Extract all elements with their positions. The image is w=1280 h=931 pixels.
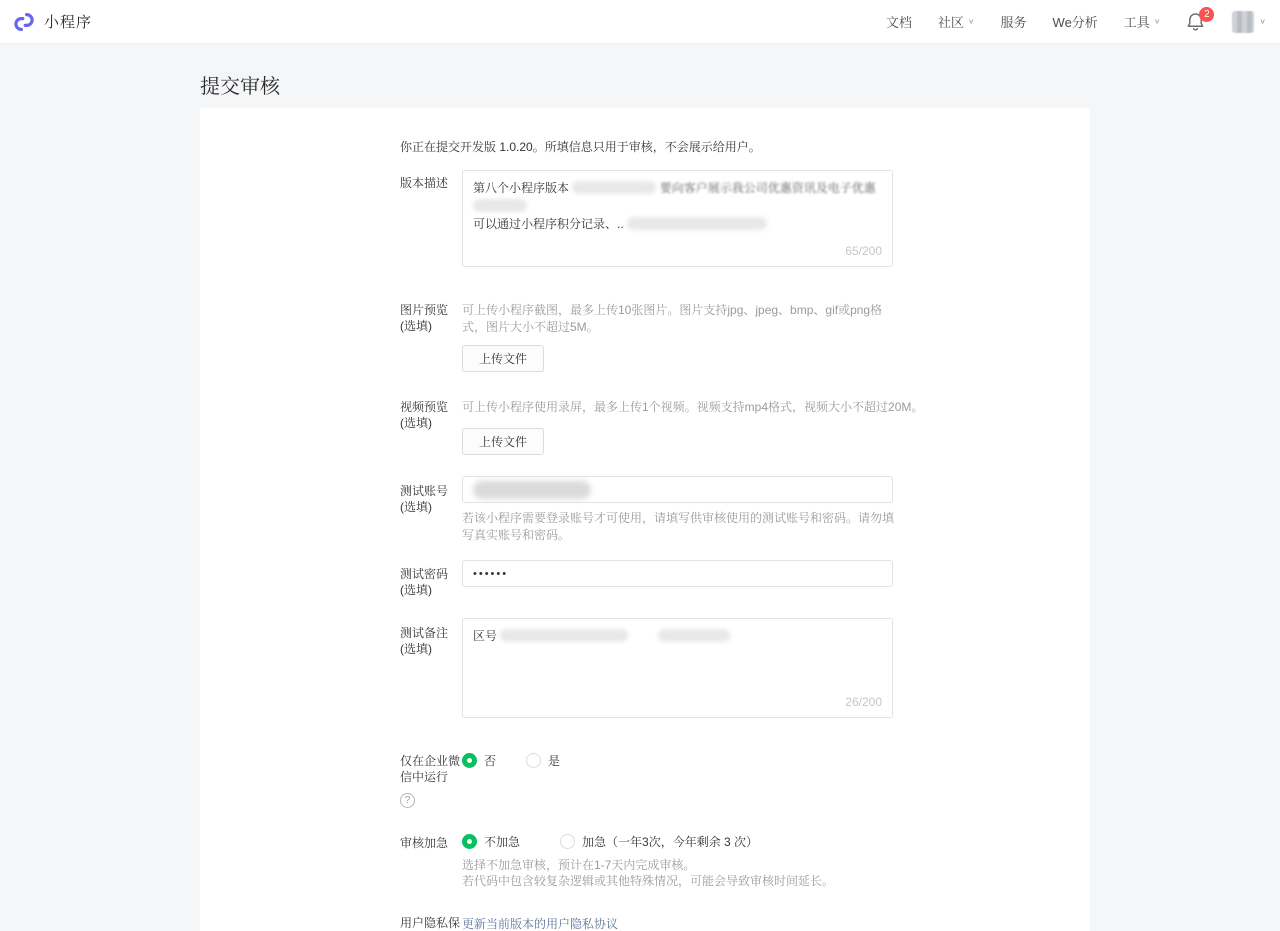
version-description-value: 第八个小程序版本 要向客户展示我公司优惠资讯及电子优惠 可以通过小程序积分记录、.. <box>473 181 876 231</box>
expedite-radio-group <box>462 833 788 850</box>
char-counter: 65/200 <box>845 244 882 258</box>
test-password-label: 测试密码 (选填) <box>400 567 449 597</box>
redacted-text-blur <box>473 199 527 212</box>
nav-item-tools[interactable]: 工具 ∨ <box>1123 15 1161 30</box>
radio-unchecked-icon <box>560 834 575 849</box>
redacted-text-blur <box>572 181 656 194</box>
brand-logo[interactable] <box>12 10 92 34</box>
radio-checked-icon <box>462 753 477 768</box>
radio-option-yes[interactable]: 是 <box>526 752 560 769</box>
video-preview-label: 视频预览 (选填) <box>400 400 449 430</box>
top-nav-menu <box>885 8 1266 33</box>
nav-item-docs[interactable]: 文档 <box>885 15 912 30</box>
radio-checked-icon <box>462 834 477 849</box>
notification-bell-button[interactable] <box>1186 8 1210 33</box>
radio-option-expedite[interactable]: 加急（一年3次，今年剩余 3 次） <box>560 833 758 850</box>
redacted-text-blur <box>658 629 730 642</box>
expedite-label: 审核加急 <box>400 836 449 850</box>
radio-option-no-expedite[interactable]: 不加急 <box>462 833 520 850</box>
expedite-help: 选择不加急审核，预计在1-7天内完成审核。 若代码中包含较复杂逻辑或其他特殊情况，可能会导致审核时间延长。 <box>462 858 835 888</box>
video-upload-button[interactable]: 上传文件 <box>462 428 544 455</box>
top-navigation-bar <box>0 0 1280 44</box>
privacy-agreement-link[interactable]: 更新当前版本的用户隐私协议 <box>462 917 619 931</box>
wecom-only-radio-group <box>462 752 590 769</box>
chevron-down-icon: ∨ <box>1153 17 1161 26</box>
image-upload-button[interactable]: 上传文件 <box>462 345 544 372</box>
wecom-only-label: 仅在企业微 信中运行 ? <box>400 753 464 808</box>
miniprogram-logo-icon <box>12 10 36 34</box>
submit-review-form-card <box>200 108 1090 931</box>
video-preview-description: 可上传小程序使用录屏，最多上传1个视频。视频支持mp4格式，视频大小不超过20M。 <box>462 400 924 414</box>
radio-unchecked-icon <box>526 753 541 768</box>
test-note-label: 测试备注 (选填) <box>400 626 449 656</box>
test-account-label: 测试账号 (选填) <box>400 484 449 514</box>
test-note-textarea[interactable] <box>462 618 893 718</box>
version-description-label: 版本描述 <box>400 176 449 190</box>
brand-name: 小程序 <box>44 14 93 31</box>
help-icon[interactable]: ? <box>400 793 415 808</box>
redacted-text-blur <box>473 481 591 499</box>
privacy-label: 用户隐私保 <box>400 916 461 930</box>
nav-item-we-analytics[interactable]: We分析 <box>1052 15 1098 30</box>
notification-count-badge: 2 <box>1199 7 1214 22</box>
test-password-input[interactable] <box>462 560 893 587</box>
version-description-textarea[interactable] <box>462 170 893 267</box>
chevron-down-icon: ∨ <box>1259 17 1266 26</box>
account-menu[interactable] <box>1232 11 1266 33</box>
char-counter: 26/200 <box>845 695 882 709</box>
radio-option-no[interactable]: 否 <box>462 752 496 769</box>
image-preview-label: 图片预览 (选填) <box>400 303 449 333</box>
redacted-text-blur <box>627 217 767 230</box>
password-dots: •••••• <box>473 567 509 580</box>
user-avatar <box>1232 11 1254 33</box>
chevron-down-icon: ∨ <box>967 17 975 26</box>
intro-text: 你正在提交开发版 1.0.20。所填信息只用于审核，不会展示给用户。 <box>400 140 761 154</box>
test-note-value: 区号 <box>473 627 882 645</box>
redacted-text-blur <box>500 629 628 642</box>
page-title: 提交审核 <box>200 76 280 98</box>
nav-item-services[interactable]: 服务 <box>1000 15 1027 30</box>
nav-item-community[interactable]: 社区 ∨ <box>937 15 975 30</box>
image-preview-description: 可上传小程序截图，最多上传10张图片。图片支持jpg、jpeg、bmp、gif或png格式，图片大小不超过5M。 <box>462 303 883 334</box>
test-account-help: 若该小程序需要登录账号才可使用，请填写供审核使用的测试账号和密码。请勿填写真实账号和密码。 <box>462 511 895 542</box>
test-account-input[interactable] <box>462 476 893 503</box>
